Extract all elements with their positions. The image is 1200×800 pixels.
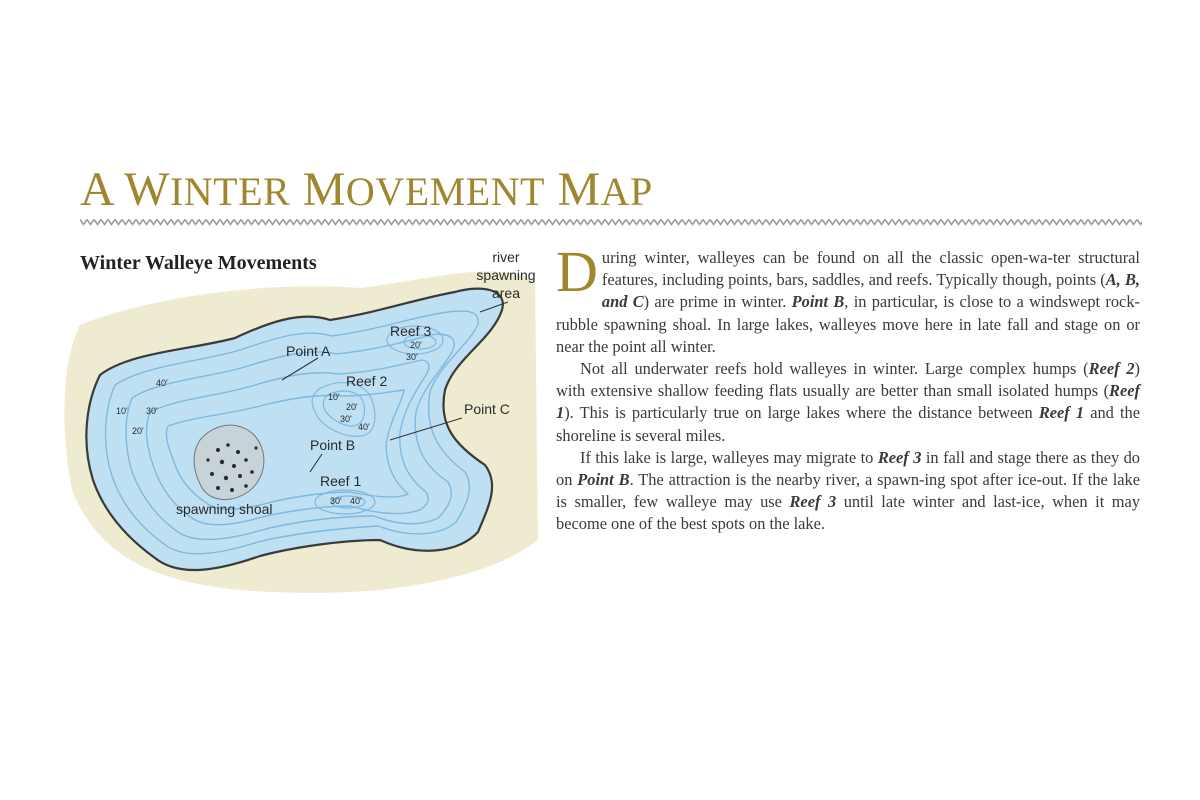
title-word-ap: AP xyxy=(600,169,653,214)
depth-reef3-30: 30' xyxy=(406,352,418,362)
label-area: area xyxy=(491,285,521,301)
title-word-ovement: OVEMENT xyxy=(345,169,545,214)
title-cap-m2: M xyxy=(557,163,601,216)
depth-west-10: 10' xyxy=(116,406,128,416)
label-reef-1: Reef 1 xyxy=(320,473,362,489)
depth-reef3-20: 20' xyxy=(410,340,422,350)
label-point-c: Point C xyxy=(464,401,510,417)
page-title xyxy=(80,163,653,216)
paragraph-1: During winter, walleyes can be found on all the classic open-wa-ter structural features, including points, bars, saddles, and reefs. Typically though, points (A, B, and C) are prime in winter. Point B, in particular, is close to a windswept rock-rubble spawning shoal. In large lakes, walleyes move here in late fall and stage on or near the point all winter. xyxy=(556,239,1140,356)
label-spawning-shoal: spawning shoal xyxy=(176,501,273,517)
paragraph-3: If this lake is large, walleyes may migrate to Reef 3 in fall and stage there as they do on Point B. The attraction is the nearby river, a spawn-ing spot after ice-out. If the lake is smaller, few walleye may use Reef 3 until late winter and last-ice, when it may become one of the best spots on the lake. xyxy=(556,447,1141,534)
depth-reef2-40: 40' xyxy=(358,422,370,432)
label-point-a: Point A xyxy=(286,343,331,359)
drop-cap: D xyxy=(556,239,598,304)
title-cap-w: W xyxy=(124,163,170,216)
label-river: river xyxy=(492,249,520,265)
depth-reef2-10: 10' xyxy=(328,392,340,402)
decorative-divider xyxy=(80,218,1142,226)
article-body xyxy=(556,239,1141,536)
depth-reef1-40: 40' xyxy=(350,496,362,506)
label-spawning: spawning xyxy=(476,267,536,283)
lake-map xyxy=(60,240,540,610)
depth-west-40: 40' xyxy=(156,378,168,388)
title-word-inter: INTER xyxy=(169,169,291,214)
depth-reef2-20: 20' xyxy=(346,402,358,412)
depth-reef1-30: 30' xyxy=(330,496,342,506)
depth-west-20: 20' xyxy=(132,426,144,436)
label-point-b: Point B xyxy=(310,437,356,453)
depth-reef2-30: 30' xyxy=(340,414,352,424)
label-reef-2: Reef 2 xyxy=(346,373,388,389)
title-cap-m: M xyxy=(302,163,346,216)
map-title: Winter Walleye Movements xyxy=(80,252,317,274)
depth-west-30: 30' xyxy=(146,406,158,416)
title-cap-a: A xyxy=(80,163,113,216)
label-reef-3: Reef 3 xyxy=(390,323,432,339)
paragraph-2: Not all underwater reefs hold walleyes in winter. Large complex humps (Reef 2) with extensive shallow feeding flats usually are better than small isolated humps (Reef 1). This is particularly true on large lakes where the distance between Reef 1 and the shoreline is several miles. xyxy=(556,359,1140,445)
